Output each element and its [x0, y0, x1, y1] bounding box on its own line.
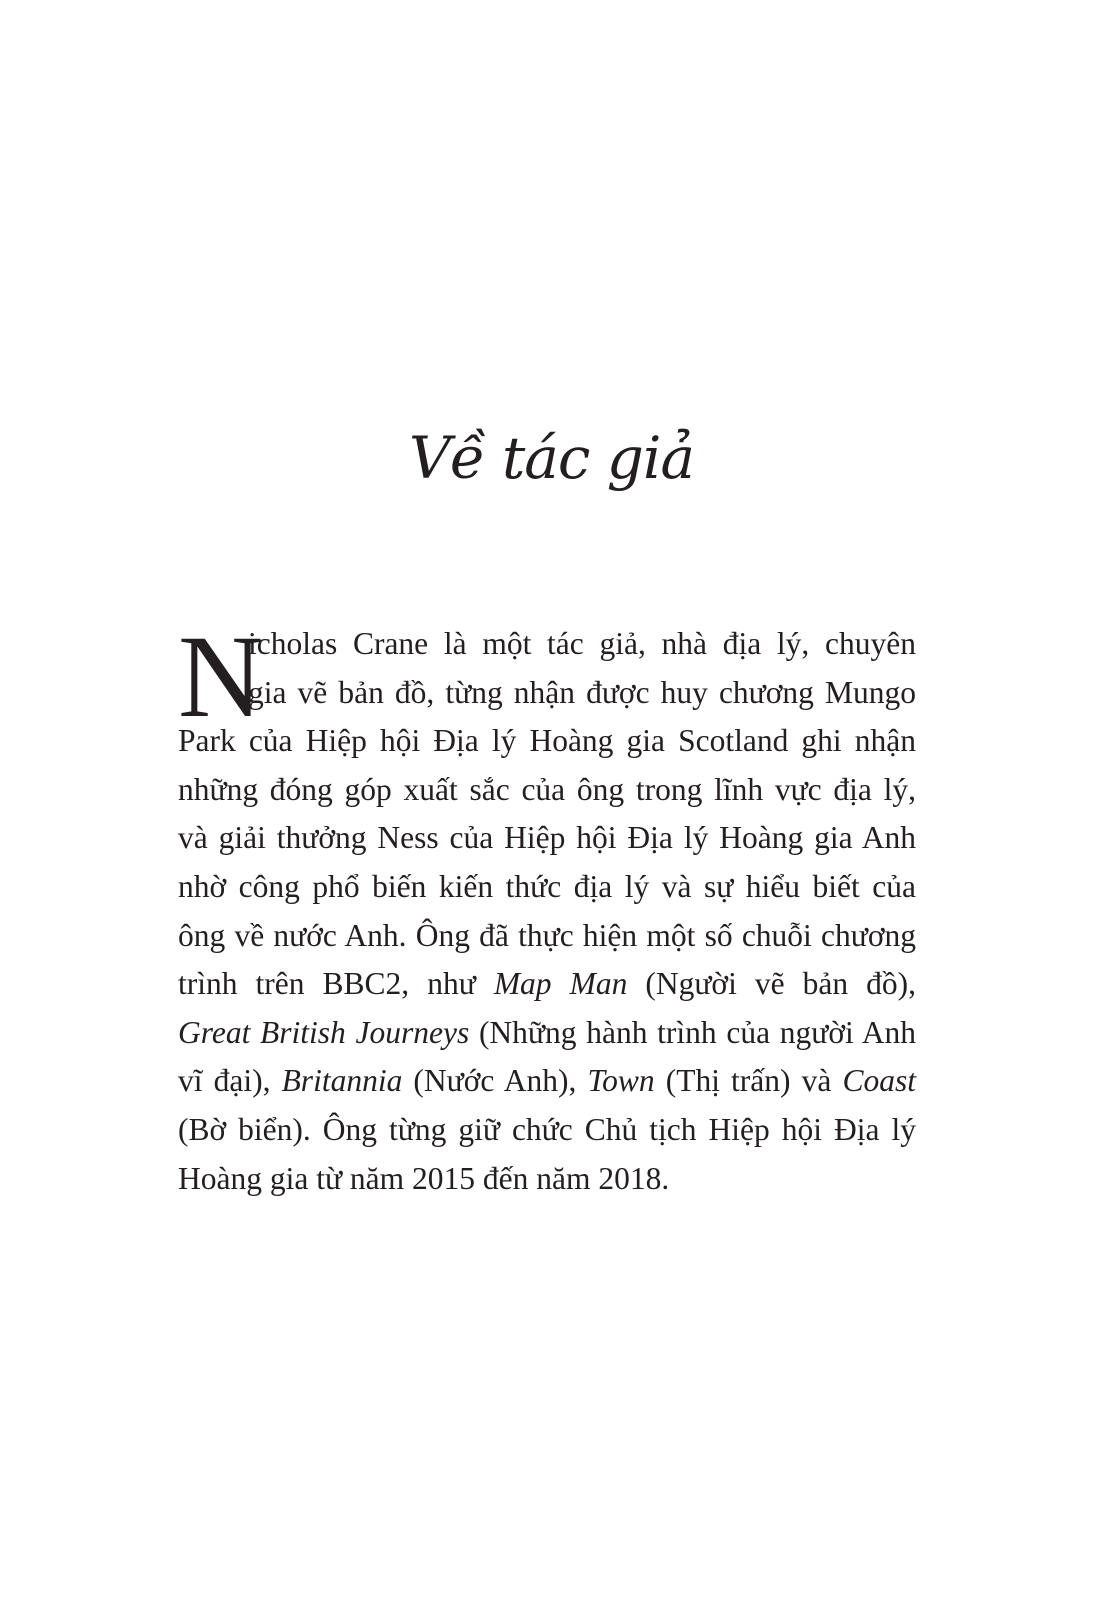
- bio-line-12-text: Hoàng gia từ năm 2015 đến năm 2018.: [178, 1160, 670, 1196]
- bio-line-4: [178, 766, 916, 815]
- bio-line-12: [178, 1155, 916, 1204]
- bio-line-2-text: gia vẽ bản đồ, từng nhận được huy chương Mungo: [248, 674, 916, 710]
- author-bio: [178, 611, 917, 1203]
- title-map-man: Map Man: [493, 966, 628, 1002]
- drop-cap: N: [178, 611, 264, 742]
- title-town: Town: [587, 1063, 655, 1099]
- bio-line-5: [178, 814, 916, 863]
- bio-line-8-part-a: trình trên BBC2, như: [178, 966, 494, 1002]
- bio-line-10-part-a: vĩ đại),: [178, 1063, 282, 1099]
- bio-line-7: [178, 912, 916, 961]
- bio-line-10-part-c: (Nước Anh),: [402, 1063, 588, 1099]
- bio-line-1-text: icholas Crane là một tác giả, nhà địa lý, chuyên: [248, 626, 916, 661]
- bio-line-9-part-b: (Những hành trình của người Anh: [469, 1014, 917, 1050]
- bio-line-10-part-e: (Thị trấn) và: [654, 1063, 843, 1099]
- bio-line-5-text: và giải thưởng Ness của Hiệp hội Địa lý Hoàng gia Anh: [178, 820, 916, 856]
- bio-line-10: [178, 1057, 916, 1106]
- bio-line-4-text: những đóng góp xuất sắc của ông trong lĩnh vực địa lý,: [178, 771, 916, 807]
- title-coast: Coast: [842, 1063, 916, 1099]
- bio-line-10-text: [178, 1057, 916, 1106]
- bio-line-6: [178, 863, 916, 912]
- bio-line-6-text: nhờ công phổ biến kiến thức địa lý và sự hiểu biết của: [178, 868, 916, 904]
- bio-line-1: [178, 620, 916, 669]
- page-title: Về tác giả: [408, 424, 695, 492]
- bio-line-11-text: (Bờ biển). Ông từng giữ chức Chủ tịch Hiệp hội Địa lý: [178, 1111, 916, 1147]
- bio-line-8-part-c: (Người vẽ bản đồ),: [627, 966, 916, 1002]
- title-great-british-journeys: Great British Journeys: [178, 1014, 470, 1050]
- bio-line-8-text: [178, 960, 916, 1009]
- bio-line-2: [178, 669, 916, 718]
- bio-line-7-text: ông về nước Anh. Ông đã thực hiện một số chuỗi chương: [178, 917, 916, 953]
- bio-line-8: [178, 960, 916, 1009]
- bio-line-11: [178, 1106, 916, 1155]
- title-britannia: Britannia: [281, 1063, 403, 1099]
- bio-line-3-text: Park của Hiệp hội Địa lý Hoàng gia Scotland ghi nhận: [178, 723, 916, 759]
- bio-line-9: [178, 1009, 916, 1058]
- bio-line-9-text: [178, 1009, 916, 1058]
- bio-line-3: [178, 717, 916, 766]
